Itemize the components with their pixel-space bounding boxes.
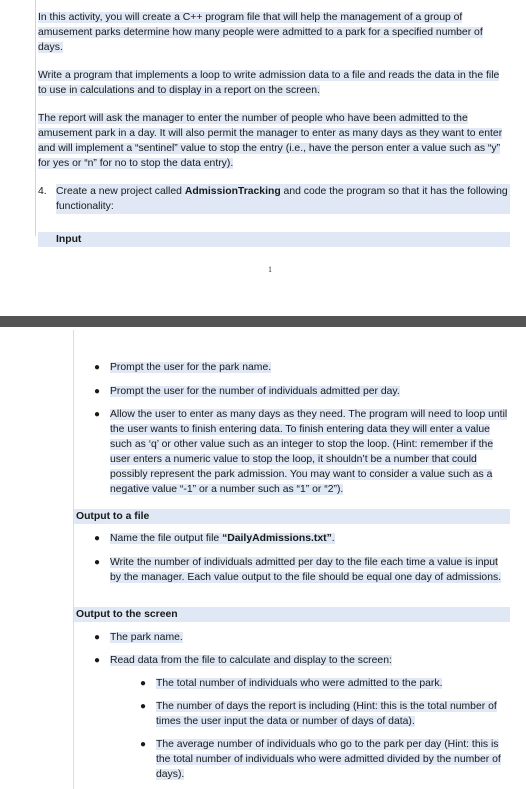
- project-name: AdmissionTracking: [184, 186, 281, 197]
- list-item: ● Write the number of individuals admitted per day to the file each time a value is input by the manager. Each value output to the file should be equal one day of admissions.: [90, 555, 510, 585]
- list-item: ● Prompt the user for the park name.: [90, 360, 510, 375]
- bullet-icon: ●: [93, 557, 101, 568]
- intro-paragraph: In this activity, you will create a C++ program file that will help the management of a group of amusement parks determine how many people were admitted to a park for a specified number of days.: [38, 12, 483, 53]
- bullet-icon: ●: [93, 533, 101, 544]
- sub-list-item: ● The number of days the report is including (Hint: this is the total number of times the user input the data or number of days of data).: [136, 699, 510, 729]
- list-item: ● Prompt the user for the number of individuals admitted per day.: [90, 384, 510, 399]
- bullet-icon: ●: [93, 655, 101, 666]
- bullet-icon: ●: [93, 632, 101, 643]
- paragraph-loop-description: Write a program that implements a loop to write admission data to a file and reads the data in the file to use in calculations and to display in a report on the screen.: [38, 70, 500, 96]
- step-number: 4.: [38, 186, 47, 197]
- input-heading: Input: [38, 232, 510, 247]
- list-item: ● Allow the user to enter as many days as they need. The program will need to loop until the user wants to finish entering data. To finish entering data they will enter a value such as ‘q’ or other value such as an integer to stop the loop. (Hint: remember if the user enters a numeric value to stop the loop, it shouldn’t be a number that could possibly represent the park admission. You may want to consider a value such as a negative value “-1” or a number such as “1” or “2”).: [90, 407, 510, 497]
- bullet-icon: ●: [139, 678, 147, 689]
- bullet-icon: ●: [139, 701, 147, 712]
- bullet-icon: ●: [93, 409, 101, 420]
- sub-list-item: ● The average number of individuals who go to the park per day (Hint: this is the total number of individuals who were admitted divided by the number of days).: [136, 737, 510, 782]
- numbered-step-4: [38, 184, 510, 214]
- page-number: 1: [268, 265, 272, 274]
- paragraph-report-description: The report will ask the manager to enter the number of people who have been admitted to the amusement park in a day. It will also permit the manager to enter as many days as they want to enter and will implement a “sentinel” value to stop the entry (i.e., have the person enter a value such as “y” for yes or “n” for no to stop the data entry).: [38, 113, 503, 169]
- sub-list-item: ● The total number of individuals who were admitted to the park.: [136, 676, 510, 691]
- section-border: [73, 330, 74, 789]
- list-item: ● The park name.: [90, 630, 510, 645]
- bullet-icon: ●: [93, 386, 101, 397]
- page-border: [35, 0, 36, 236]
- list-item: ● Read data from the file to calculate and display to the screen:: [90, 653, 510, 668]
- file-name: “DailyAdmissions.txt”: [222, 533, 332, 544]
- bullet-icon: ●: [93, 362, 101, 373]
- bullet-icon: ●: [139, 739, 147, 750]
- step-text: Create a new project called AdmissionTracking and code the program so that it has the following functionality:: [56, 184, 510, 214]
- list-item: ● Name the file output file “DailyAdmissions.txt”.: [90, 531, 510, 546]
- page-divider: [0, 316, 526, 327]
- output-file-heading: Output to a file: [74, 509, 510, 524]
- output-screen-heading: Output to the screen: [74, 607, 510, 622]
